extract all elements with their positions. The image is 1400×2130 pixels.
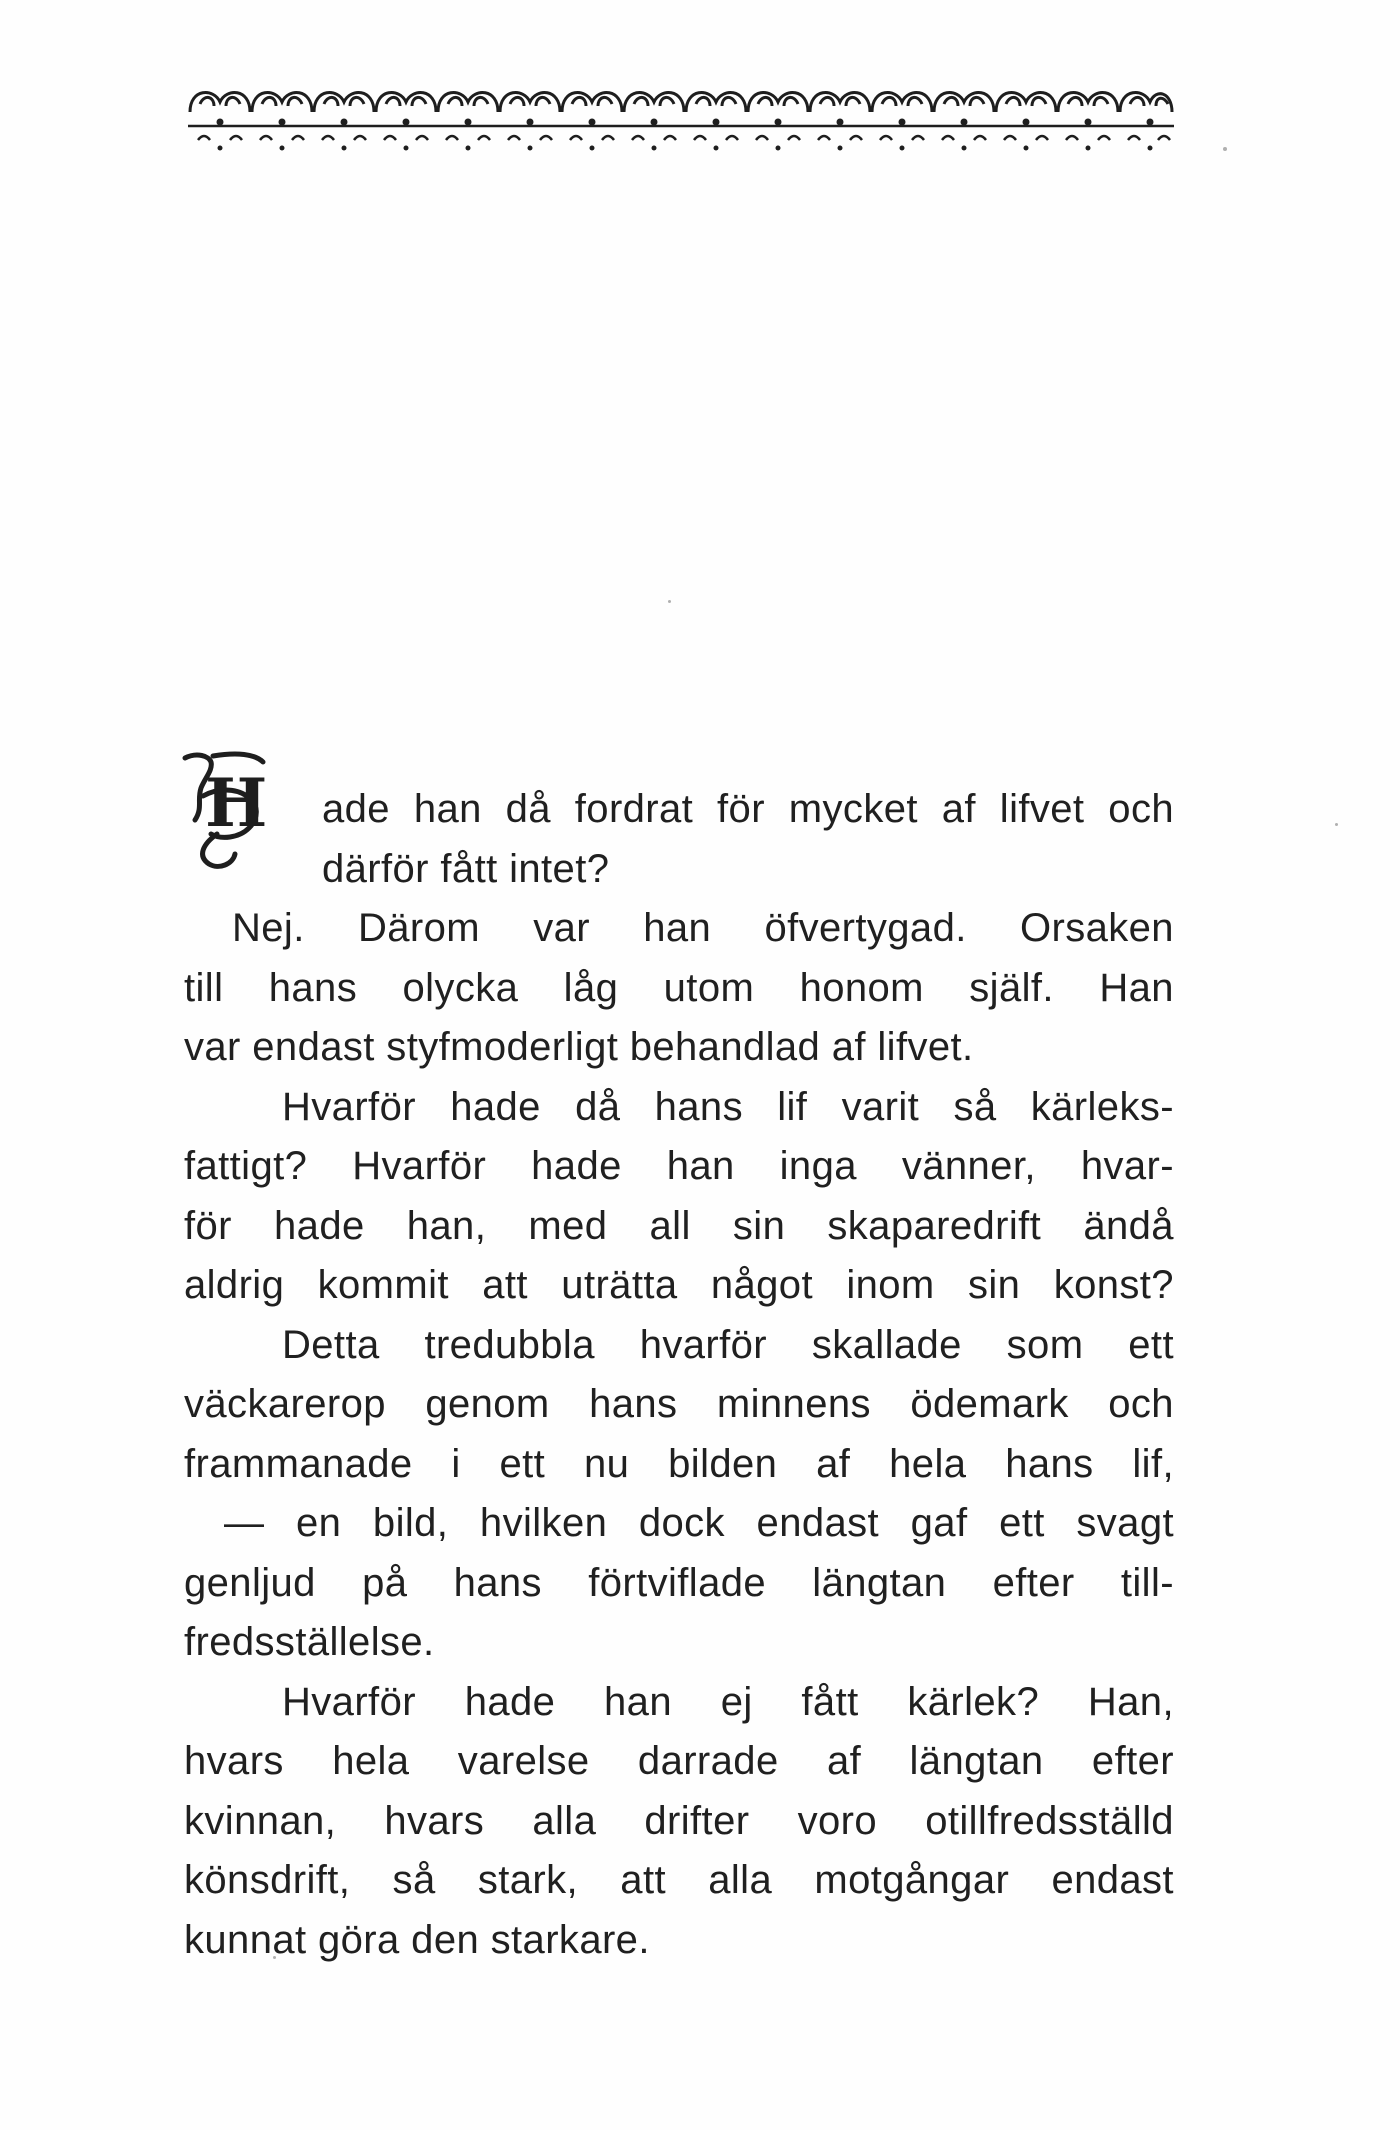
word: darrade xyxy=(637,1739,779,1783)
word: att xyxy=(620,1858,666,1902)
word: konst? xyxy=(1053,1263,1174,1307)
word: honom xyxy=(799,965,924,1010)
text-line xyxy=(184,780,1174,840)
text-line xyxy=(184,1613,1174,1673)
text-line xyxy=(184,899,1174,959)
word: hela xyxy=(332,1739,410,1783)
word: Därom xyxy=(357,906,480,950)
word: ej xyxy=(720,1679,753,1724)
word: olycka xyxy=(402,965,519,1010)
word: hvarför xyxy=(639,1322,767,1367)
word: inga xyxy=(779,1144,857,1188)
word: en xyxy=(296,1501,342,1545)
word: endast xyxy=(1051,1858,1174,1902)
word: könsdrift, xyxy=(184,1858,351,1902)
word: hans xyxy=(1005,1441,1094,1486)
word: stark, xyxy=(477,1858,579,1902)
word: något xyxy=(710,1263,813,1307)
word: han xyxy=(413,787,482,831)
text-line xyxy=(184,1911,1174,1971)
word: skallade xyxy=(811,1322,962,1367)
word: Nej. xyxy=(232,906,305,950)
text-line xyxy=(184,1316,1174,1376)
word: kvinnan, xyxy=(184,1798,337,1843)
word: Han xyxy=(1099,965,1174,1010)
word: var xyxy=(533,906,591,950)
word: otillfredsställd xyxy=(925,1798,1174,1843)
word: hvilken xyxy=(479,1501,608,1545)
text-line xyxy=(184,1673,1174,1733)
word: uträtta xyxy=(561,1263,678,1307)
decorative-header-border xyxy=(188,82,1174,157)
text-line xyxy=(184,1256,1174,1316)
text-line xyxy=(184,1375,1174,1435)
word: drifter xyxy=(644,1798,750,1843)
word: ändå xyxy=(1083,1203,1174,1248)
text-line xyxy=(184,1494,1174,1554)
word: fått xyxy=(801,1679,859,1724)
word: tredubbla xyxy=(424,1322,595,1367)
word: i xyxy=(451,1441,461,1486)
word: endast xyxy=(756,1501,880,1545)
word: fordrat xyxy=(574,787,694,831)
text-line xyxy=(184,1732,1174,1792)
word: genljud xyxy=(184,1560,316,1605)
word: genom xyxy=(425,1382,550,1426)
word: hans xyxy=(453,1560,542,1605)
word: ade xyxy=(322,787,390,831)
word: hade xyxy=(450,1084,541,1129)
word: varit xyxy=(841,1084,920,1129)
word: efter xyxy=(992,1560,1075,1605)
text-line xyxy=(184,1197,1174,1257)
word: inom xyxy=(846,1263,935,1307)
word: med xyxy=(528,1203,608,1248)
word: han xyxy=(666,1144,735,1188)
word: väckarerop xyxy=(184,1382,386,1426)
word: han, xyxy=(406,1203,487,1248)
paper-speck xyxy=(1335,823,1338,826)
word: af xyxy=(816,1441,851,1486)
paper-speck xyxy=(668,600,671,603)
word: Orsaken xyxy=(1019,906,1174,950)
word: och xyxy=(1108,1382,1174,1426)
word: Hvarför xyxy=(282,1679,416,1724)
body-text xyxy=(184,780,1174,1970)
word: nu xyxy=(584,1441,630,1486)
word: ett xyxy=(499,1441,546,1486)
word: hade xyxy=(531,1144,622,1188)
word: gaf xyxy=(910,1501,968,1545)
word: Detta xyxy=(282,1322,380,1367)
word: för xyxy=(184,1203,232,1248)
word: hvars xyxy=(184,1739,284,1783)
word: ett xyxy=(999,1501,1045,1545)
text-line xyxy=(184,1792,1174,1852)
text-line-content: var endast styfmoderligt behandlad af lifvet. xyxy=(184,1025,974,1069)
word: hade xyxy=(464,1679,556,1724)
word: kärleks- xyxy=(1030,1084,1174,1129)
word: som xyxy=(1006,1322,1084,1367)
word: Han, xyxy=(1087,1679,1174,1724)
word: till xyxy=(184,965,224,1010)
word: hela xyxy=(889,1441,967,1486)
word: sin xyxy=(732,1203,786,1248)
text-line xyxy=(184,1078,1174,1138)
word: längtan xyxy=(909,1739,1044,1783)
word: han xyxy=(643,906,712,950)
word: och xyxy=(1108,787,1174,831)
word: då xyxy=(505,787,551,831)
text-line-content: därför fått intet? xyxy=(322,846,610,891)
text-line xyxy=(184,1851,1174,1911)
word: utom xyxy=(663,965,755,1010)
word: längtan xyxy=(812,1560,947,1605)
word: att xyxy=(482,1263,528,1307)
word: till- xyxy=(1120,1560,1174,1605)
word: på xyxy=(362,1560,408,1605)
word: lif, xyxy=(1132,1441,1174,1486)
word: hvar- xyxy=(1080,1144,1174,1188)
word: kärlek? xyxy=(907,1679,1040,1724)
text-line xyxy=(184,1018,1174,1078)
word: Hvarför xyxy=(282,1084,416,1129)
text-line xyxy=(184,840,1174,900)
word: Hvarför xyxy=(352,1144,487,1188)
word: fattigt? xyxy=(184,1144,308,1188)
word: — xyxy=(224,1501,265,1545)
word: hans xyxy=(268,965,358,1010)
word: då xyxy=(575,1084,621,1129)
word: alla xyxy=(708,1858,773,1902)
word: kommit xyxy=(317,1263,449,1307)
word: själf. xyxy=(969,965,1054,1010)
word: aldrig xyxy=(184,1263,285,1307)
word: voro xyxy=(797,1798,878,1843)
word: sin xyxy=(968,1263,1021,1307)
word: vänner, xyxy=(901,1144,1036,1188)
word: lifvet xyxy=(999,787,1085,831)
word: hvars xyxy=(384,1798,485,1843)
text-line-content: fredsställelse. xyxy=(184,1620,435,1664)
dropcap-letter: H xyxy=(205,764,268,842)
word: hans xyxy=(589,1382,678,1426)
word: lif xyxy=(777,1084,808,1129)
text-line-content: kunnat göra den starkare. xyxy=(184,1917,650,1962)
word: motgångar xyxy=(814,1858,1010,1902)
word: ödemark xyxy=(910,1382,1069,1426)
word: för xyxy=(717,787,765,831)
word: minnens xyxy=(716,1382,871,1426)
word: öfvertygad. xyxy=(764,906,967,950)
word: varelse xyxy=(457,1739,590,1783)
word: svagt xyxy=(1076,1501,1174,1545)
word: af xyxy=(941,787,976,831)
word: han xyxy=(604,1679,672,1724)
text-line xyxy=(184,1435,1174,1495)
word: hans xyxy=(654,1084,743,1129)
word: bild, xyxy=(372,1501,449,1545)
word: så xyxy=(953,1084,997,1129)
word: bilden xyxy=(668,1441,778,1486)
text-line xyxy=(184,1554,1174,1614)
word: dock xyxy=(638,1501,725,1545)
word: förtviflade xyxy=(588,1560,767,1605)
word: så xyxy=(392,1858,436,1902)
word: alla xyxy=(532,1798,597,1843)
word: frammanade xyxy=(184,1441,413,1486)
word: efter xyxy=(1091,1739,1174,1783)
word: af xyxy=(826,1739,862,1783)
word: ett xyxy=(1128,1322,1174,1367)
word: mycket xyxy=(788,787,918,831)
word: låg xyxy=(563,965,619,1010)
text-line xyxy=(184,1137,1174,1197)
text-line xyxy=(184,959,1174,1019)
word: all xyxy=(649,1203,691,1248)
word: skaparedrift xyxy=(827,1203,1042,1248)
paper-speck xyxy=(1223,147,1227,151)
word: hade xyxy=(274,1203,365,1248)
